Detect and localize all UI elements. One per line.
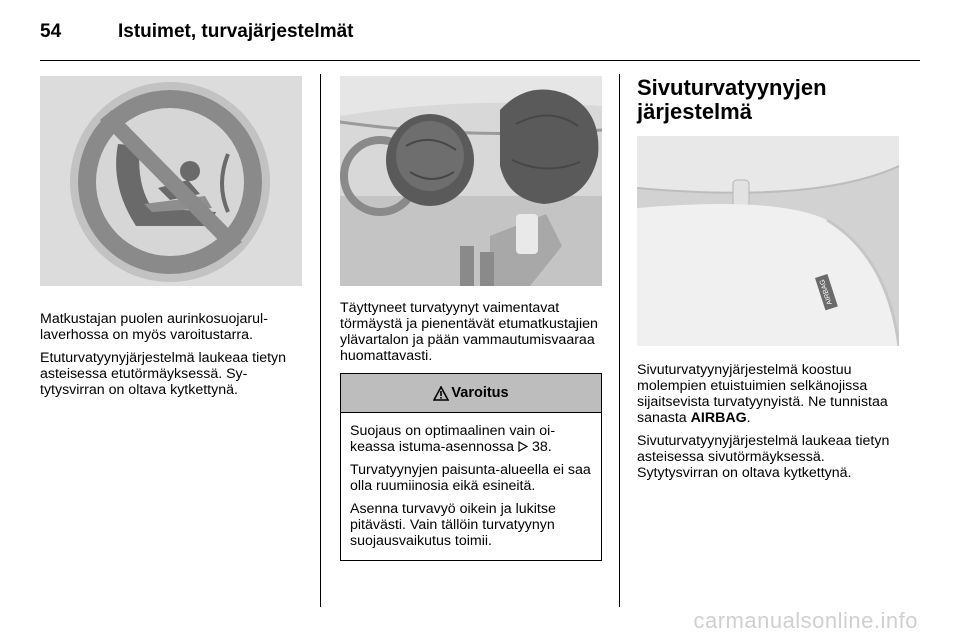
warning-page-reference: 38. [531,439,552,455]
column-divider-1 [320,74,321,607]
deployed-airbags-figure [340,76,602,286]
warning-paragraph-3: Asenna turvavyö oikein ja lukitse pitävästi. Vain tällöin turvatyynyn suojausvaikutus toimii. [350,501,556,549]
airbag-keyword: AIRBAG [690,410,747,426]
col3-paragraph-2: Sivuturvatyynyjärjestelmä laukeaa tietyn asteisessa sivutörmäyksessä. Sytytysvirran on oltava kytkettynä. [637,433,890,481]
col3-paragraph-1 [637,362,902,426]
warning-body [341,413,601,560]
warning-paragraph-1-text: Suojaus on optimaalinen vain oikeassa istuma-asennossa [350,423,556,455]
watermark: carmanualsonline.info [693,608,918,633]
page-header [40,12,353,52]
col1-paragraph-1: Matkustajan puolen aurinkosuojarullaverhossa on myös varoitustarra. [40,311,268,343]
warning-title: Varoitus [451,385,509,401]
column-3 [637,76,902,488]
section-heading: Sivuturvatyynyjen järjestelmä [637,75,827,124]
no-child-seat-prohibition-figure [40,76,302,286]
page-number: 54 [40,21,62,42]
column-divider-2 [619,74,620,607]
column-2 [340,76,602,561]
warning-paragraph-2: Turvatyynyjen paisunta-alueella ei saa olla ruumiinosia eikä esineitä. [350,462,591,494]
warning-paragraph-1 [350,423,592,455]
col3-paragraph-1-text: Sivuturvatyynyjärjestelmä koostuu molempien etuistuimien selkänojissa sijaitsevista turvatyynyistä. Ne tunnistaa sanasta [637,362,888,426]
side-airbag-seat-figure [637,136,899,346]
warning-box [340,373,602,561]
section-title: Istuimet, turvajärjestelmät [118,21,354,42]
col3-paragraph-1-end: . [746,410,751,426]
col2-paragraph: Täyttyneet turvatyynyt vaimentavat törmäystä ja pienentävät etumatkustajien ylävartalon ja pään vammautumisvaaraa huomattavasti. [340,300,598,364]
header-divider [40,60,920,61]
page-reference-triangle-icon [518,441,528,452]
col1-paragraph-2: Etuturvatyynyjärjestelmä laukeaa tietyn asteisessa etutörmäyksessä. Sytytysvirran on oltava kytkettynä. [40,350,287,398]
warning-header [341,374,601,413]
warning-triangle-icon [433,386,449,401]
column-1 [40,76,302,405]
airbag-tag-label: AIRBAG [818,278,834,306]
